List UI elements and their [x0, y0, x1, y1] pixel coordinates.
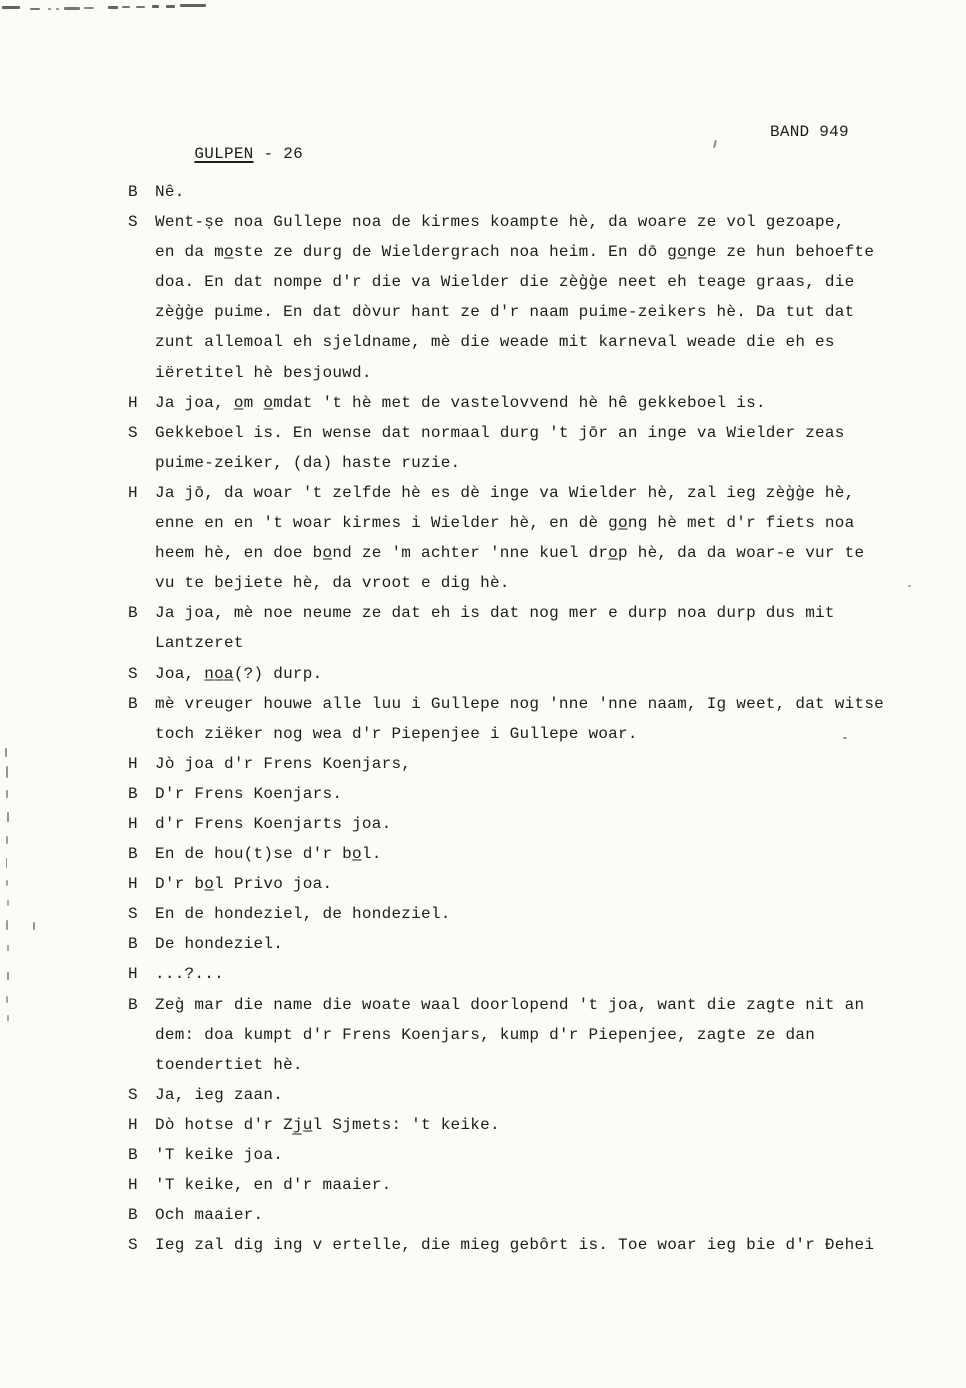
- scan-artifact: [6, 858, 7, 868]
- transcript-row: [128, 779, 938, 809]
- utterance-text: toendertiet hè.: [155, 1055, 303, 1074]
- transcript-row: [128, 628, 938, 658]
- speaker-label: [128, 508, 155, 538]
- scan-artifact: [6, 836, 8, 844]
- speaker-label: [128, 297, 155, 327]
- transcript-row: [128, 959, 938, 989]
- transcript-row: [128, 839, 938, 869]
- utterance-text: D'r bo̲l Privo joa.: [155, 875, 333, 894]
- speaker-label: H: [128, 1115, 138, 1134]
- speaker-label: [128, 719, 155, 749]
- transcript-row: [128, 267, 938, 297]
- speaker-label: B: [128, 694, 138, 713]
- speaker-label: H: [128, 814, 138, 833]
- speaker-label: H: [128, 1176, 138, 1195]
- speaker-label: [128, 1050, 155, 1080]
- speaker-label: H: [128, 875, 138, 894]
- utterance-text: Dò hotse d'r Zj̲u̲l Sjmets: 't keike.: [155, 1115, 500, 1134]
- speaker-label: S: [128, 1085, 138, 1104]
- speaker-label: S: [128, 905, 138, 924]
- speaker-label: [128, 358, 155, 388]
- transcript-row: [128, 689, 938, 719]
- speaker-label: H: [128, 965, 138, 984]
- scan-artifact: [64, 7, 80, 10]
- utterance-text: Och maaier.: [155, 1206, 264, 1225]
- speaker-label: S: [128, 423, 138, 442]
- utterance-text: puime-zeiker, (da) haste ruzie.: [155, 453, 461, 472]
- speaker-label: [128, 628, 155, 658]
- scan-artifact: [166, 5, 175, 8]
- utterance-text: Lantzeret: [155, 634, 244, 653]
- utterance-text: enne en en 't woar kirmes i Wielder hè, en dè go̲ng hè met d'r fiets noa: [155, 514, 855, 533]
- transcript-row: [128, 1020, 938, 1050]
- speaker-label: H: [128, 393, 138, 412]
- transcript-row: [128, 568, 938, 598]
- scan-artifact: [6, 996, 8, 1003]
- scan-artifact: [7, 1015, 9, 1021]
- transcript-row: [128, 508, 938, 538]
- utterance-text: mè vreuger houwe alle luu i Gullepe nog 'nne 'nne naam, Ig weet, dat witse: [155, 694, 885, 713]
- utterance-text: Went-ṣe noa Gullepe noa de kirmes koampte hè, da woare ze vol gezoape,: [155, 213, 845, 232]
- transcript-row: [128, 899, 938, 929]
- utterance-text: zunt allemoal eh sjeldname, mè die weade mit karneval weade die eh es: [155, 333, 835, 352]
- utterance-text: En de hondeziel, de hondeziel.: [155, 905, 451, 924]
- scan-artifact: [122, 6, 130, 8]
- transcript-row: [128, 1230, 938, 1260]
- utterance-text: De hondeziel.: [155, 935, 284, 954]
- transcript-row: [128, 749, 938, 779]
- transcript-row: [128, 297, 938, 327]
- utterance-text: Ja joa, o̲m o̲mdat 't hè met de vastelovvend hè hê gekkeboel is.: [155, 393, 766, 412]
- transcript-row: [128, 358, 938, 388]
- scan-artifact: [713, 140, 717, 148]
- transcript-row: [128, 929, 938, 959]
- utterance-text: Ja, ieg zaan.: [155, 1085, 284, 1104]
- transcript-row: [128, 990, 938, 1020]
- location-label: GULPEN: [194, 145, 254, 163]
- utterance-text: Zeg̀ mar die name die woate waal doorlopend 't joa, want die zagte nit an: [155, 995, 865, 1014]
- speaker-label: [128, 1020, 155, 1050]
- speaker-label: H: [128, 754, 138, 773]
- scan-artifact: [2, 6, 20, 9]
- scan-artifact: [908, 585, 911, 587]
- transcript-row: [128, 418, 938, 448]
- speaker-label: B: [128, 845, 138, 864]
- scan-artifact: [152, 5, 159, 8]
- utterance-text: Gekkeboel is. En wense dat normaal durg 't jōr an inge va Wielder zeas: [155, 423, 845, 442]
- transcript-row: [128, 448, 938, 478]
- transcript-row: [128, 327, 938, 357]
- utterance-text: en da mo̲ste ze durg de Wieldergrach noa heim. En dō go̲nge ze hun behoefte: [155, 243, 875, 262]
- utterance-text: Ja jō, da woar 't zelfde hè es dè inge va Wielder hè, zal ieg zèg̀g̀e hè,: [155, 483, 855, 502]
- utterance-text: dem: doa kumpt d'r Frens Koenjars, kump d'r Piepenjee, zagte ze dan: [155, 1025, 816, 1044]
- utterance-text: 'T keike joa.: [155, 1146, 284, 1164]
- utterance-text: Jò joa d'r Frens Koenjars,: [155, 754, 412, 773]
- transcript-row: [128, 388, 938, 418]
- transcript-row: [128, 1110, 938, 1140]
- utterance-text: 'T keike, en d'r maaier.: [155, 1176, 392, 1195]
- scan-artifact: [843, 737, 847, 739]
- scan-artifact: [7, 900, 9, 906]
- speaker-label: [128, 327, 155, 357]
- transcript-row: [128, 1140, 938, 1170]
- transcript-row: [128, 1050, 938, 1080]
- utterance-text: En de hou(t)se d'r bo̲l.: [155, 845, 382, 864]
- transcript-row: [128, 719, 938, 749]
- transcript-row: [128, 1080, 938, 1110]
- speaker-label: S: [128, 664, 138, 683]
- speaker-label: [128, 568, 155, 598]
- utterance-text: d'r Frens Koenjarts joa.: [155, 814, 392, 833]
- scan-artifact: [30, 8, 40, 10]
- transcript-row: [128, 809, 938, 839]
- utterance-text: Ieg zal dig ing v ertelle, die mieg gebôrt is. Toe woar ieg bie d'r Đehei: [155, 1236, 875, 1255]
- transcript-row: [128, 598, 938, 628]
- speaker-label: S: [128, 213, 138, 232]
- speaker-label: B: [128, 784, 138, 803]
- utterance-text: Nê.: [155, 183, 185, 201]
- utterance-text: iëretitel hè besjouwd.: [155, 363, 372, 382]
- transcript-row: [128, 538, 938, 568]
- transcript-row: [128, 1200, 938, 1230]
- scan-artifact: [7, 945, 9, 951]
- speaker-label: [128, 237, 155, 267]
- scan-artifact: [48, 8, 51, 10]
- transcript-row: [128, 1170, 938, 1200]
- speaker-label: B: [128, 183, 138, 201]
- utterance-text: zèg̀g̀e puime. En dat dòvur hant ze d'r naam puime-zeikers hè. Da tut dat: [155, 303, 855, 322]
- scan-artifact: [136, 6, 145, 8]
- utterance-text: D'r Frens Koenjars.: [155, 784, 343, 803]
- utterance-text: Ja joa, mè noe neume ze dat eh is dat nog mer e durp noa durp dus mit: [155, 604, 835, 623]
- scan-artifact: [7, 972, 9, 980]
- utterance-text: ...?...: [155, 965, 224, 984]
- speaker-label: B: [128, 935, 138, 954]
- scan-artifact: [6, 920, 8, 930]
- speaker-label: [128, 267, 155, 297]
- speaker-label: [128, 538, 155, 568]
- scan-artifact: [84, 7, 94, 9]
- transcript-row: [128, 478, 938, 508]
- transcript-row: [128, 659, 938, 689]
- transcript: [128, 177, 938, 1260]
- speaker-label: S: [128, 1236, 138, 1255]
- scan-artifact: [6, 766, 8, 778]
- scan-artifact: [56, 8, 59, 10]
- scan-artifact: [5, 748, 7, 757]
- scan-artifact: [6, 880, 8, 886]
- scan-artifact: [180, 4, 206, 7]
- speaker-label: B: [128, 1206, 138, 1225]
- utterance-text: Joa, n̲o̲a̲(?) durp.: [155, 664, 323, 683]
- speaker-label: B: [128, 604, 138, 623]
- transcript-row: [128, 869, 938, 899]
- speaker-label: B: [128, 995, 138, 1014]
- scan-artifact: [33, 922, 35, 930]
- scan-artifact: [108, 6, 118, 9]
- utterance-text: toch ziëker nog wea d'r Piepenjee i Gullepe woar.: [155, 724, 638, 743]
- utterance-text: vu te bejiete hè, da vroot e dig hè.: [155, 574, 510, 593]
- scan-artifact: [7, 812, 9, 822]
- page-number: - 26: [263, 145, 303, 163]
- utterance-text: heem hè, en doe bo̲nd ze 'm achter 'nne kuel dro̲p hè, da da woar-e vur te: [155, 544, 865, 563]
- band-label: BAND 949: [770, 123, 849, 141]
- speaker-label: [128, 448, 155, 478]
- utterance-text: doa. En dat nompe d'r die va Wielder die zèg̀g̀e neet eh teage graas, die: [155, 273, 855, 292]
- speaker-label: B: [128, 1146, 138, 1164]
- transcript-row: [128, 207, 938, 237]
- scan-artifact: [6, 790, 8, 798]
- speaker-label: H: [128, 483, 138, 502]
- transcript-row: [128, 177, 938, 207]
- transcript-row: [128, 237, 938, 267]
